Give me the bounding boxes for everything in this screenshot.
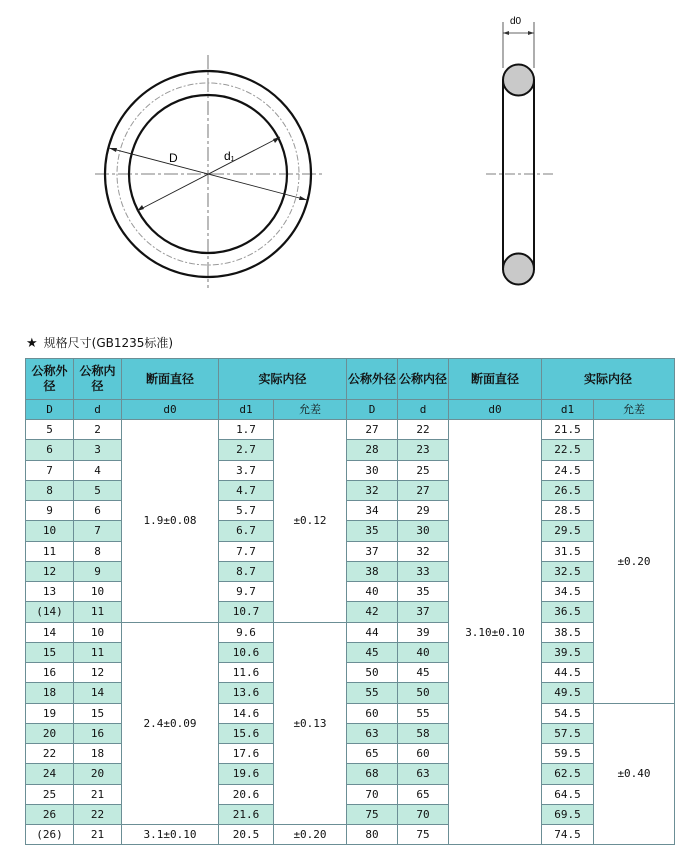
right-actual-id: 54.5 (542, 703, 594, 723)
header-tolerance-right: 允差 (594, 400, 675, 420)
left-actual-id: 14.6 (219, 703, 274, 723)
right-actual-id: 21.5 (542, 420, 594, 440)
left-actual-id: 6.7 (219, 521, 274, 541)
right-nominal-id: 25 (398, 460, 449, 480)
right-nominal-id: 35 (398, 582, 449, 602)
left-nominal-od: 16 (26, 663, 74, 683)
left-nominal-id: 12 (74, 663, 122, 683)
right-nominal-od: 44 (347, 622, 398, 642)
left-nominal-id: 4 (74, 460, 122, 480)
left-nominal-od: 26 (26, 804, 74, 824)
right-nominal-id: 50 (398, 683, 449, 703)
right-actual-id: 74.5 (542, 825, 594, 845)
left-actual-id: 10.6 (219, 642, 274, 662)
right-nominal-id: 30 (398, 521, 449, 541)
left-nominal-od: 13 (26, 582, 74, 602)
left-nominal-od: 5 (26, 420, 74, 440)
spec-table-body (26, 420, 675, 845)
right-nominal-id: 63 (398, 764, 449, 784)
left-nominal-od: 8 (26, 480, 74, 500)
right-nominal-id: 37 (398, 602, 449, 622)
spec-title-text: 规格尺寸(GB1235标准) (43, 336, 174, 350)
right-nominal-od: 34 (347, 501, 398, 521)
right-actual-id: 62.5 (542, 764, 594, 784)
header-sym-d0: d0 (122, 400, 219, 420)
header-actual-id-right: 实际内径 (542, 359, 675, 400)
left-nominal-id: 21 (74, 784, 122, 804)
header-nominal-od: 公称外径 (26, 359, 74, 400)
header-tolerance: 允差 (274, 400, 347, 420)
right-actual-id: 31.5 (542, 541, 594, 561)
right-actual-id: 59.5 (542, 744, 594, 764)
left-actual-id: 1.7 (219, 420, 274, 440)
left-nominal-id: 2 (74, 420, 122, 440)
right-actual-id: 49.5 (542, 683, 594, 703)
left-tolerance: ±0.13 (274, 622, 347, 825)
right-nominal-id: 32 (398, 541, 449, 561)
right-nominal-id: 29 (398, 501, 449, 521)
left-actual-id: 9.6 (219, 622, 274, 642)
left-actual-id: 7.7 (219, 541, 274, 561)
table-row (26, 420, 675, 440)
right-actual-id: 69.5 (542, 804, 594, 824)
header-actual-id: 实际内径 (219, 359, 347, 400)
right-actual-id: 36.5 (542, 602, 594, 622)
spec-table (25, 358, 675, 845)
right-nominal-od: 37 (347, 541, 398, 561)
right-nominal-od: 65 (347, 744, 398, 764)
right-nominal-od: 60 (347, 703, 398, 723)
left-actual-id: 13.6 (219, 683, 274, 703)
header-sym-D: D (26, 400, 74, 420)
left-actual-id: 15.6 (219, 723, 274, 743)
left-nominal-od: 11 (26, 541, 74, 561)
left-actual-id: 9.7 (219, 582, 274, 602)
right-nominal-id: 70 (398, 804, 449, 824)
right-nominal-od: 55 (347, 683, 398, 703)
right-nominal-od: 50 (347, 663, 398, 683)
right-nominal-od: 42 (347, 602, 398, 622)
right-nominal-id: 22 (398, 420, 449, 440)
left-nominal-id: 22 (74, 804, 122, 824)
left-nominal-id: 9 (74, 561, 122, 581)
left-nominal-od: 18 (26, 683, 74, 703)
right-section-diameter: 3.10±0.10 (449, 420, 542, 845)
right-nominal-id: 60 (398, 744, 449, 764)
left-nominal-id: 18 (74, 744, 122, 764)
right-tolerance: ±0.40 (594, 703, 675, 845)
header-section-diameter-right: 断面直径 (449, 359, 542, 400)
left-nominal-id: 8 (74, 541, 122, 561)
left-actual-id: 2.7 (219, 440, 274, 460)
label-D: D (169, 151, 178, 165)
left-nominal-od: 14 (26, 622, 74, 642)
left-actual-id: 8.7 (219, 561, 274, 581)
right-tolerance: ±0.20 (594, 420, 675, 704)
right-actual-id: 44.5 (542, 663, 594, 683)
right-nominal-od: 27 (347, 420, 398, 440)
left-nominal-od: 24 (26, 764, 74, 784)
left-actual-id: 19.6 (219, 764, 274, 784)
ring-side-view (486, 16, 556, 285)
header-sym-d-right: d (398, 400, 449, 420)
left-nominal-od: 19 (26, 703, 74, 723)
right-nominal-id: 33 (398, 561, 449, 581)
header-sym-d1-right: d1 (542, 400, 594, 420)
spec-title (26, 334, 173, 351)
left-nominal-od: 7 (26, 460, 74, 480)
left-actual-id: 5.7 (219, 501, 274, 521)
right-nominal-od: 75 (347, 804, 398, 824)
left-nominal-id: 20 (74, 764, 122, 784)
right-nominal-od: 38 (347, 561, 398, 581)
left-actual-id: 21.6 (219, 804, 274, 824)
left-nominal-od: 10 (26, 521, 74, 541)
table-row (26, 622, 675, 642)
left-nominal-id: 10 (74, 622, 122, 642)
header-section-diameter: 断面直径 (122, 359, 219, 400)
left-nominal-od: 15 (26, 642, 74, 662)
left-nominal-id: 11 (74, 602, 122, 622)
right-nominal-od: 40 (347, 582, 398, 602)
left-actual-id: 20.5 (219, 825, 274, 845)
right-nominal-id: 75 (398, 825, 449, 845)
right-nominal-id: 27 (398, 480, 449, 500)
left-nominal-od: 25 (26, 784, 74, 804)
left-nominal-id: 21 (74, 825, 122, 845)
right-actual-id: 39.5 (542, 642, 594, 662)
left-actual-id: 11.6 (219, 663, 274, 683)
left-nominal-od: 22 (26, 744, 74, 764)
right-nominal-od: 70 (347, 784, 398, 804)
right-actual-id: 26.5 (542, 480, 594, 500)
right-nominal-od: 68 (347, 764, 398, 784)
left-nominal-id: 7 (74, 521, 122, 541)
right-actual-id: 64.5 (542, 784, 594, 804)
right-actual-id: 28.5 (542, 501, 594, 521)
right-nominal-od: 32 (347, 480, 398, 500)
table-row (26, 825, 675, 845)
left-actual-id: 4.7 (219, 480, 274, 500)
left-tolerance: ±0.12 (274, 420, 347, 623)
left-nominal-id: 15 (74, 703, 122, 723)
left-nominal-od: 9 (26, 501, 74, 521)
label-d1: d₁ (224, 149, 235, 163)
left-nominal-id: 14 (74, 683, 122, 703)
o-ring-diagram (0, 0, 700, 320)
header-sym-d: d (74, 400, 122, 420)
left-nominal-id: 6 (74, 501, 122, 521)
right-actual-id: 57.5 (542, 723, 594, 743)
left-section-diameter: 1.9±0.08 (122, 420, 219, 623)
left-section-diameter: 2.4±0.09 (122, 622, 219, 825)
right-nominal-od: 80 (347, 825, 398, 845)
header-nominal-id: 公称内径 (74, 359, 122, 400)
right-nominal-id: 65 (398, 784, 449, 804)
left-nominal-od: 20 (26, 723, 74, 743)
left-nominal-id: 16 (74, 723, 122, 743)
header-nominal-id-right: 公称内径 (398, 359, 449, 400)
right-nominal-id: 58 (398, 723, 449, 743)
right-nominal-id: 45 (398, 663, 449, 683)
right-nominal-id: 39 (398, 622, 449, 642)
right-nominal-id: 23 (398, 440, 449, 460)
right-actual-id: 24.5 (542, 460, 594, 480)
left-actual-id: 17.6 (219, 744, 274, 764)
right-actual-id: 22.5 (542, 440, 594, 460)
header-sym-d0-right: d0 (449, 400, 542, 420)
left-nominal-id: 10 (74, 582, 122, 602)
header-nominal-od-right: 公称外径 (347, 359, 398, 400)
left-section-diameter: 3.1±0.10 (122, 825, 219, 845)
left-actual-id: 20.6 (219, 784, 274, 804)
left-nominal-id: 11 (74, 642, 122, 662)
left-actual-id: 3.7 (219, 460, 274, 480)
right-nominal-id: 40 (398, 642, 449, 662)
right-actual-id: 29.5 (542, 521, 594, 541)
header-sym-D-right: D (347, 400, 398, 420)
left-actual-id: 10.7 (219, 602, 274, 622)
right-nominal-od: 45 (347, 642, 398, 662)
star-icon: ★ (26, 336, 38, 351)
right-actual-id: 34.5 (542, 582, 594, 602)
left-nominal-od: 6 (26, 440, 74, 460)
left-nominal-id: 5 (74, 480, 122, 500)
header-sym-d1: d1 (219, 400, 274, 420)
left-nominal-od: (26) (26, 825, 74, 845)
ring-front-view (95, 55, 322, 288)
right-nominal-od: 28 (347, 440, 398, 460)
left-nominal-od: (14) (26, 602, 74, 622)
right-nominal-od: 63 (347, 723, 398, 743)
right-actual-id: 38.5 (542, 622, 594, 642)
right-nominal-id: 55 (398, 703, 449, 723)
label-d0: d0 (510, 16, 522, 27)
left-nominal-od: 12 (26, 561, 74, 581)
left-nominal-id: 3 (74, 440, 122, 460)
right-actual-id: 32.5 (542, 561, 594, 581)
right-nominal-od: 30 (347, 460, 398, 480)
right-nominal-od: 35 (347, 521, 398, 541)
left-tolerance: ±0.20 (274, 825, 347, 845)
